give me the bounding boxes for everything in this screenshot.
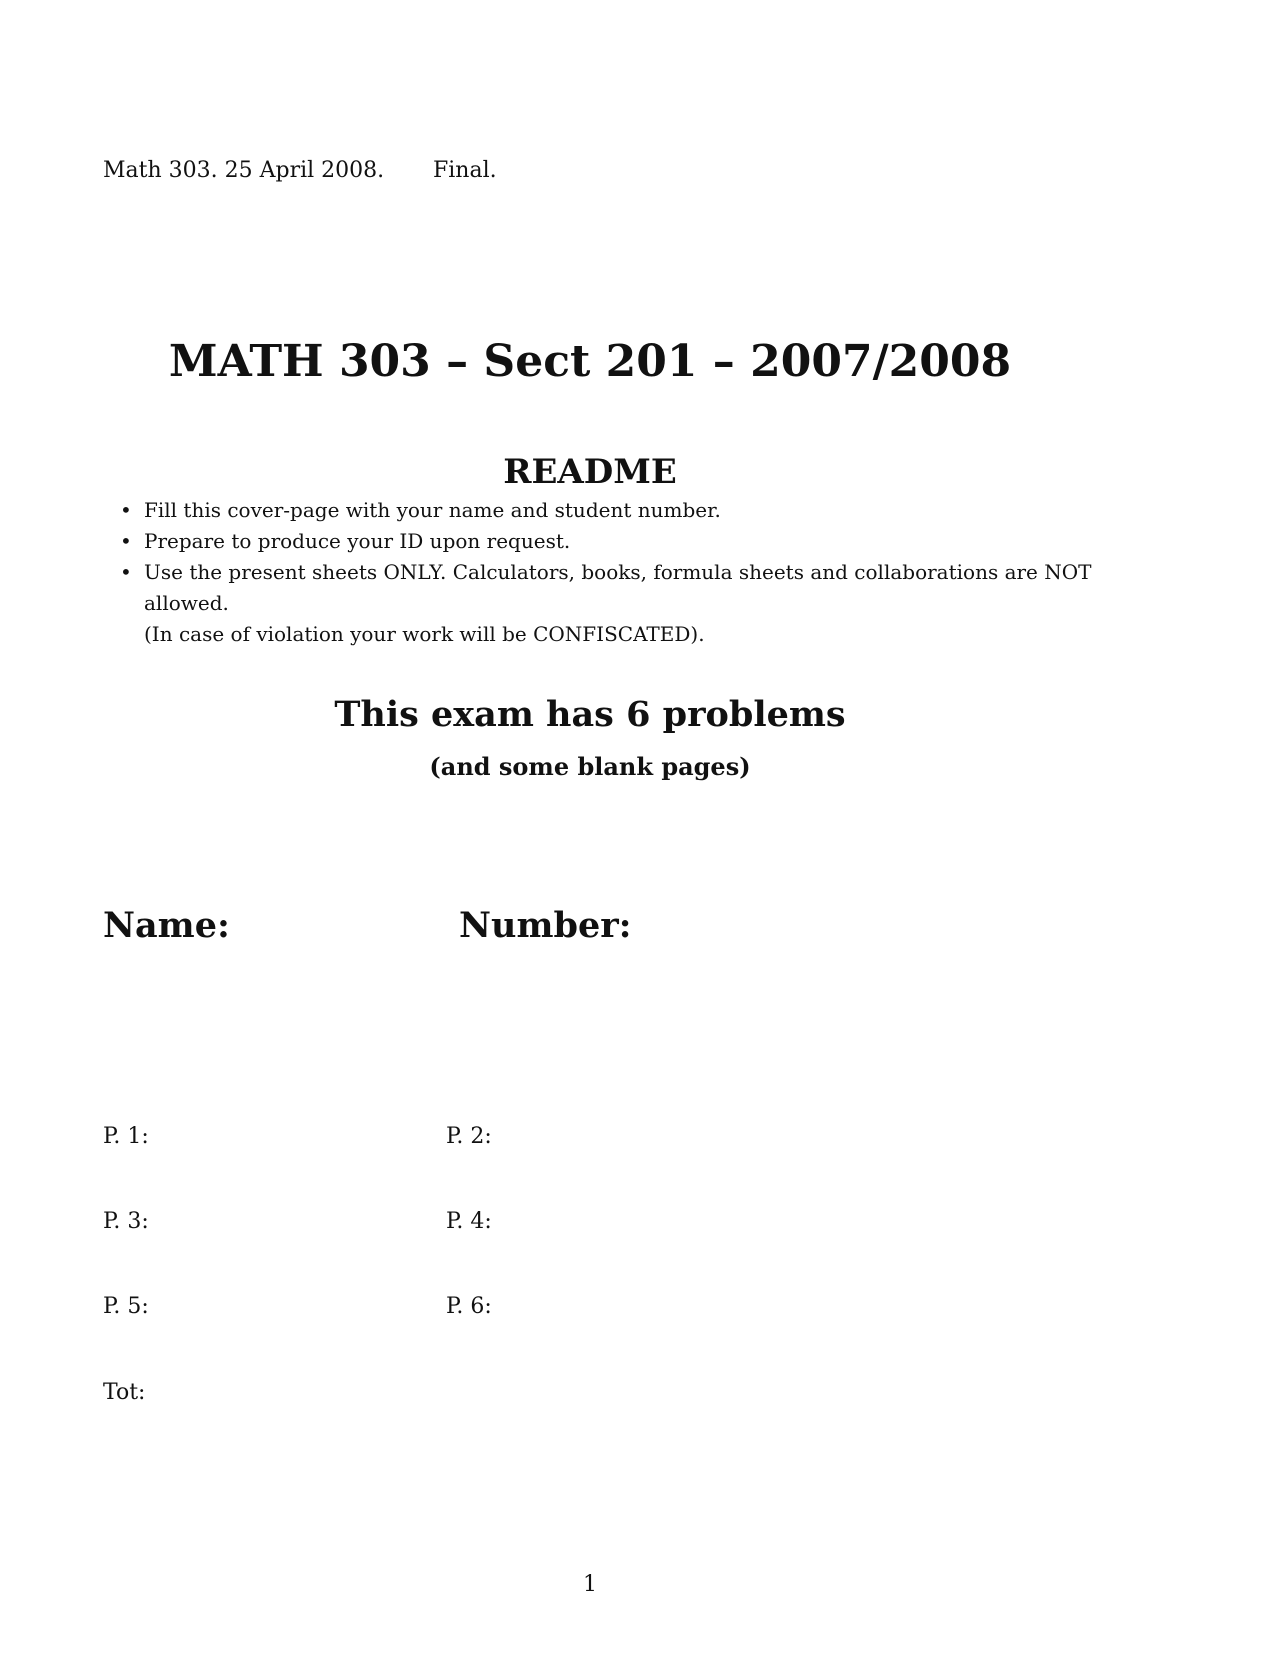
list-item <box>120 495 1120 526</box>
exam-blank-pages-line: (and some blank pages) <box>429 752 751 781</box>
score-p6-label: P. 6: <box>446 1294 492 1319</box>
number-label: Number: <box>459 905 632 946</box>
header-exam-type: Final. <box>433 158 497 183</box>
exam-problems-line: This exam has 6 problems <box>334 694 846 735</box>
score-p1-label: P. 1: <box>103 1124 149 1149</box>
readme-item-continuation: (In case of violation your work will be CONFISCATED). <box>144 622 705 646</box>
score-p5-label: P. 5: <box>103 1294 149 1319</box>
page-title: MATH 303 – Sect 201 – 2007/2008 <box>168 336 1012 387</box>
page-number: 1 <box>583 1572 597 1597</box>
readme-item-text: Prepare to produce your ID upon request. <box>144 529 571 553</box>
score-p3-label: P. 3: <box>103 1209 149 1234</box>
score-p4-label: P. 4: <box>446 1209 492 1234</box>
readme-list <box>120 495 1120 650</box>
list-item <box>120 526 1120 557</box>
name-label: Name: <box>103 905 230 946</box>
readme-item-text: Fill this cover-page with your name and student number. <box>144 498 721 522</box>
bullet-icon: • <box>120 498 132 522</box>
readme-heading: README <box>503 452 677 492</box>
list-item <box>120 557 1120 650</box>
score-total-label: Tot: <box>103 1380 146 1405</box>
bullet-icon: • <box>120 560 132 584</box>
header-course-date: Math 303. 25 April 2008. <box>103 158 385 183</box>
bullet-icon: • <box>120 529 132 553</box>
score-p2-label: P. 2: <box>446 1124 492 1149</box>
readme-item-text: Use the present sheets ONLY. Calculators, books, formula sheets and collaborations are NOT allowed. <box>144 560 1092 615</box>
